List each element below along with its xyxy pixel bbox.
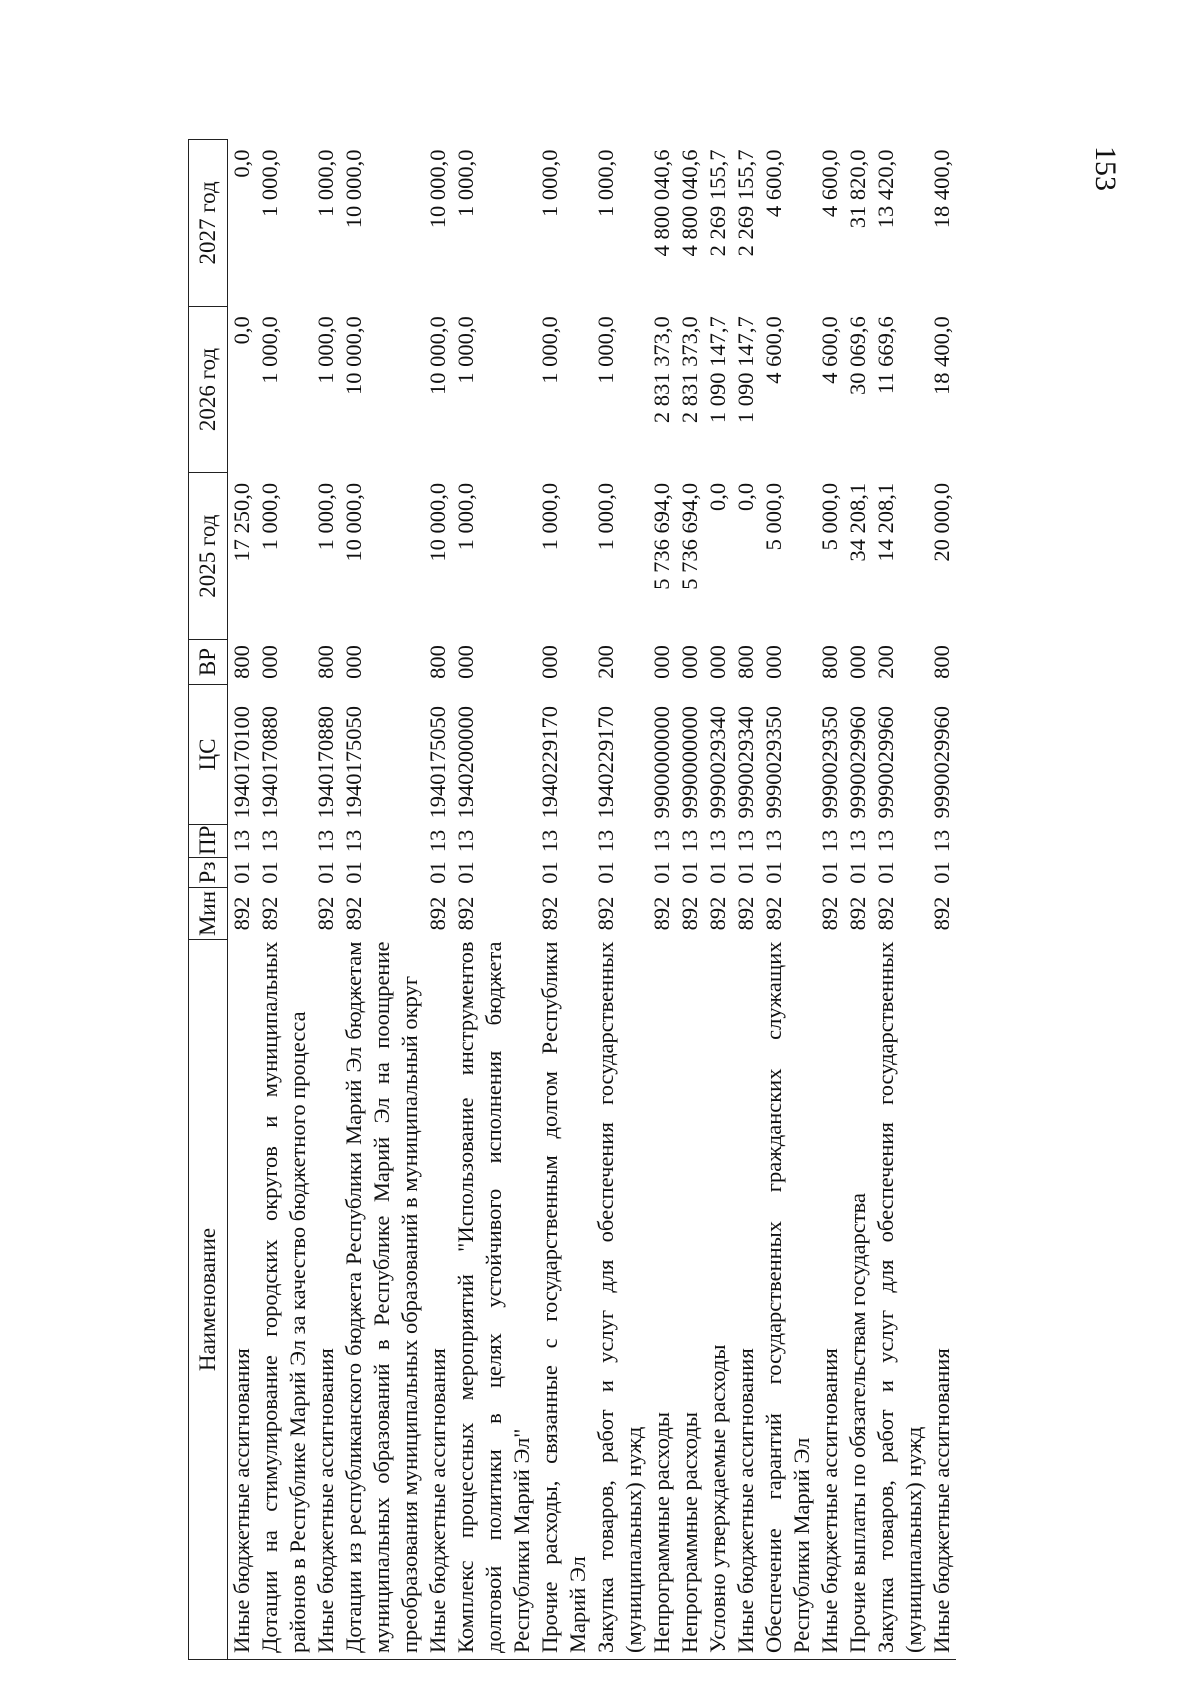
row-name: Иные бюджетные ассигнования [733,1348,758,1653]
table-header [189,140,228,1660]
row-pr: 13 [817,829,842,853]
row-cs: 1940175050 [341,706,366,819]
row-2025: 14 208,1 [873,482,898,562]
row-vr: 000 [537,645,562,679]
row-cs: 9990029960 [845,706,870,819]
row-vr: 800 [929,645,954,679]
row-name: Закупка товаров, работ и услуг для обеспечения государственных (муниципальных) нужд [873,941,926,1653]
row-min: 892 [761,896,786,931]
row-2027: 4 600,0 [817,149,842,218]
row-2025: 10 000,0 [425,482,450,562]
row-2027: 1 000,0 [593,149,618,218]
table-row [704,140,732,1660]
row-rz: 01 [873,861,898,884]
row-name: Комплекс процессных мероприятий "Использование инструментов долговой политики в целях устойчивого исполнения бюджета Республики Марий Эл" [453,941,534,1653]
row-vr: 000 [761,645,786,679]
row-2026: 2 831 373,0 [649,316,674,424]
row-2025: 1 000,0 [593,482,618,551]
row-2027: 10 000,0 [425,149,450,229]
table-row [424,140,452,1660]
row-cs: 9990000000 [677,706,702,819]
row-2025: 0,0 [705,482,730,511]
row-rz: 01 [425,861,450,884]
header-2026: 2026 год [189,306,228,473]
row-cs: 9990029340 [733,706,758,819]
row-rz: 01 [229,861,254,884]
row-2027: 1 000,0 [453,149,478,218]
row-cs: 9990029340 [705,706,730,819]
table-row [536,140,592,1660]
row-2025: 1 000,0 [313,482,338,551]
row-cs: 1940200000 [453,706,478,819]
row-2027: 1 000,0 [537,149,562,218]
row-cs: 1940170880 [313,706,338,819]
row-2025: 5 000,0 [761,482,786,551]
row-cs: 1940170100 [229,706,254,819]
row-2027: 10 000,0 [341,149,366,229]
table-row [312,140,340,1660]
row-min: 892 [873,896,898,931]
row-pr: 13 [929,829,954,853]
row-cs: 9990029350 [817,706,842,819]
row-2025: 20 000,0 [929,482,954,562]
row-rz: 01 [313,861,338,884]
row-min: 892 [313,896,338,931]
row-2027: 13 420,0 [873,149,898,229]
row-name: Иные бюджетные ассигнования [929,1348,954,1653]
row-2026: 11 669,6 [873,316,898,395]
row-pr: 13 [425,829,450,853]
rotated-table-wrapper [188,140,1200,1653]
row-2026: 30 069,6 [845,316,870,395]
row-min: 892 [453,896,478,931]
row-pr: 13 [453,829,478,853]
row-2027: 4 800 040,6 [677,149,702,257]
row-pr: 13 [873,829,898,853]
row-cs: 9900000000 [649,706,674,819]
row-2025: 17 250,0 [229,482,254,562]
row-pr: 13 [677,829,702,853]
row-cs: 1940170880 [257,706,282,819]
row-2027: 0,0 [229,149,254,178]
row-2026: 1 000,0 [453,316,478,384]
row-name: Закупка товаров, работ и услуг для обеспечения государственных (муниципальных) нужд [593,941,646,1653]
row-name: Прочие выплаты по обязательствам государства [845,1193,870,1653]
row-vr: 000 [257,645,282,679]
row-2026: 0,0 [229,316,254,345]
table-row [592,140,648,1660]
row-rz: 01 [929,861,954,884]
row-2027: 2 269 155,7 [733,149,758,257]
page-number: 153 [1089,146,1122,191]
table-row [452,140,536,1660]
row-pr: 13 [229,829,254,853]
row-min: 892 [649,896,674,931]
row-vr: 800 [817,645,842,679]
row-rz: 01 [761,861,786,884]
row-pr: 13 [649,829,674,853]
row-2026: 4 600,0 [761,316,786,384]
table-row [760,140,816,1660]
row-vr: 800 [425,645,450,679]
table-row [256,140,312,1660]
row-vr: 800 [733,645,758,679]
row-2026: 4 600,0 [817,316,842,384]
row-cs: 1940229170 [593,706,618,819]
header-min: Мин [189,888,228,940]
row-pr: 13 [733,829,758,853]
row-cs: 9990029960 [929,706,954,819]
row-rz: 01 [453,861,478,884]
header-name: Наименование [189,940,228,1660]
row-min: 892 [705,896,730,931]
row-min: 892 [817,896,842,931]
row-2025: 5 736 694,0 [649,482,674,590]
row-2025: 1 000,0 [453,482,478,551]
row-rz: 01 [537,861,562,884]
row-2025: 5 000,0 [817,482,842,551]
table-row [340,140,424,1660]
row-2027: 2 269 155,7 [705,149,730,257]
row-vr: 800 [229,645,254,679]
row-2027: 4 600,0 [761,149,786,218]
row-2027: 4 800 040,6 [649,149,674,257]
row-name: Прочие расходы, связанные с государственным долгом Республики Марий Эл [537,941,590,1653]
table-landscape-frame [188,140,954,1660]
table-row [732,140,760,1660]
table-body [228,140,957,1660]
row-rz: 01 [733,861,758,884]
row-2026: 10 000,0 [425,316,450,395]
row-name: Иные бюджетные ассигнования [425,1348,450,1653]
row-rz: 01 [817,861,842,884]
row-name: Обеспечение гарантий государственных гражданских служащих Республики Марий Эл [761,941,814,1653]
row-min: 892 [733,896,758,931]
table-row [648,140,676,1660]
row-vr: 200 [593,645,618,679]
row-pr: 13 [257,829,282,853]
row-min: 892 [845,896,870,931]
row-name: Иные бюджетные ассигнования [817,1348,842,1653]
row-pr: 13 [341,829,366,853]
row-rz: 01 [649,861,674,884]
row-name: Непрограммные расходы [649,1412,674,1653]
row-rz: 01 [341,861,366,884]
row-name: Дотации на стимулирование городских округов и муниципальных районов в Республике Марий Эл за качество бюджетного процесса [257,941,310,1653]
row-2026: 2 831 373,0 [677,316,702,424]
header-pr: ПР [189,825,228,858]
row-min: 892 [677,896,702,931]
row-2026: 1 090 147,7 [733,316,758,424]
row-2026: 1 000,0 [313,316,338,384]
row-name: Дотации из республиканского бюджета Республики Марий Эл бюджетам муниципальных образований в Республике Марий Эл на поощрение преобразования муниципальных образований в муниципальный округ [341,941,422,1653]
row-pr: 13 [537,829,562,853]
row-2026: 1 000,0 [537,316,562,384]
row-vr: 000 [845,645,870,679]
row-2027: 1 000,0 [257,149,282,218]
row-vr: 000 [705,645,730,679]
row-min: 892 [341,896,366,931]
row-rz: 01 [593,861,618,884]
row-rz: 01 [257,861,282,884]
row-rz: 01 [677,861,702,884]
row-pr: 13 [705,829,730,853]
row-2027: 31 820,0 [845,149,870,229]
row-pr: 13 [593,829,618,853]
row-2025: 1 000,0 [537,482,562,551]
row-pr: 13 [845,829,870,853]
row-2027: 18 400,0 [929,149,954,229]
row-min: 892 [537,896,562,931]
row-vr: 000 [453,645,478,679]
row-vr: 000 [677,645,702,679]
row-vr: 000 [341,645,366,679]
row-vr: 000 [649,645,674,679]
table-row [676,140,704,1660]
row-2025: 5 736 694,0 [677,482,702,590]
row-rz: 01 [705,861,730,884]
row-cs: 1940229170 [537,706,562,819]
row-2026: 1 000,0 [593,316,618,384]
row-cs: 9990029350 [761,706,786,819]
row-2026: 10 000,0 [341,316,366,395]
row-pr: 13 [313,829,338,853]
row-name: Условно утверждаемые расходы [705,1344,730,1653]
row-cs: 9990029960 [873,706,898,819]
row-vr: 200 [873,645,898,679]
table-row [872,140,928,1660]
row-name: Непрограммные расходы [677,1412,702,1653]
table-row [844,140,872,1660]
budget-table [188,139,956,1660]
row-min: 892 [229,896,254,931]
row-2025: 34 208,1 [845,482,870,562]
header-vr: ВР [189,640,228,685]
row-min: 892 [257,896,282,931]
row-2027: 1 000,0 [313,149,338,218]
row-2026: 1 090 147,7 [705,316,730,424]
row-min: 892 [593,896,618,931]
row-min: 892 [425,896,450,931]
table-row [816,140,844,1660]
row-pr: 13 [761,829,786,853]
row-min: 892 [929,896,954,931]
row-cs: 1940175050 [425,706,450,819]
row-rz: 01 [845,861,870,884]
table-row [928,140,956,1660]
row-name: Иные бюджетные ассигнования [313,1348,338,1653]
header-2025: 2025 год [189,473,228,640]
header-cs: ЦС [189,685,228,825]
row-2025: 1 000,0 [257,482,282,551]
row-2026: 1 000,0 [257,316,282,384]
table-row [228,140,257,1660]
row-name: Иные бюджетные ассигнования [229,1348,254,1653]
row-2025: 10 000,0 [341,482,366,562]
row-2025: 0,0 [733,482,758,511]
header-rz: Рз [189,858,228,888]
header-2027: 2027 год [189,140,228,307]
header-row [189,140,228,1660]
row-vr: 800 [313,645,338,679]
row-2026: 18 400,0 [929,316,954,395]
